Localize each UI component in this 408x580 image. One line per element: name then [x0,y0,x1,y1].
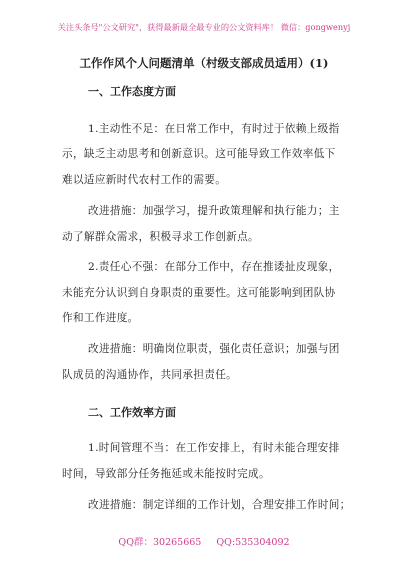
paragraph-line: 未能充分认识到自身职责的重要性。这可能影响到团队协 [62,287,336,299]
section-heading-attitude: 一、工作态度方面 [88,85,176,98]
paragraph-line: 改进措施：明确岗位职责，强化责任意识；加强与团 [88,343,340,355]
paragraph-line: 改进措施：加强学习，提升政策理解和执行能力；主 [88,205,340,217]
section-heading-efficiency: 二、工作效率方面 [88,406,176,419]
paragraph-line: 动了解群众需求，积极寻求工作创新点。 [62,231,259,243]
paragraph-line: 改进措施：制定详细的工作计划，合理安排工作时间； [88,499,351,511]
document-title: 工作作风个人问题清单（村级支部成员适用）(1) [79,56,329,70]
paragraph-line: 作和工作进度。 [62,312,139,324]
paragraph-line: 1.时间管理不当：在工作安排上，有时未能合理安排 [88,442,340,454]
paragraph-line: 队成员的沟通协作，共同承担责任。 [62,369,238,381]
paragraph-line: 难以适应新时代农村工作的需要。 [62,174,227,186]
footer-qq-group: QQ群：30265665 [118,537,202,548]
paragraph-line: 2.责任心不强：在部分工作中，存在推诿扯皮现象， [88,261,340,273]
paragraph-line: 1.主动性不足：在日常工作中，有时过于依赖上级指 [88,123,340,135]
footer-qq: QQ:535304092 [216,537,290,548]
paragraph-line: 示，缺乏主动思考和创新意识。这可能导致工作效率低下 [62,148,336,160]
paragraph-line: 时间，导致部分任务拖延或未能按时完成。 [62,468,270,480]
header-promo-note: 关注头条号"公文研究"，获得最新最全最专业的公文资料库！ 微信：gongwenyj [57,22,351,32]
footer-contact-note [0,534,408,548]
